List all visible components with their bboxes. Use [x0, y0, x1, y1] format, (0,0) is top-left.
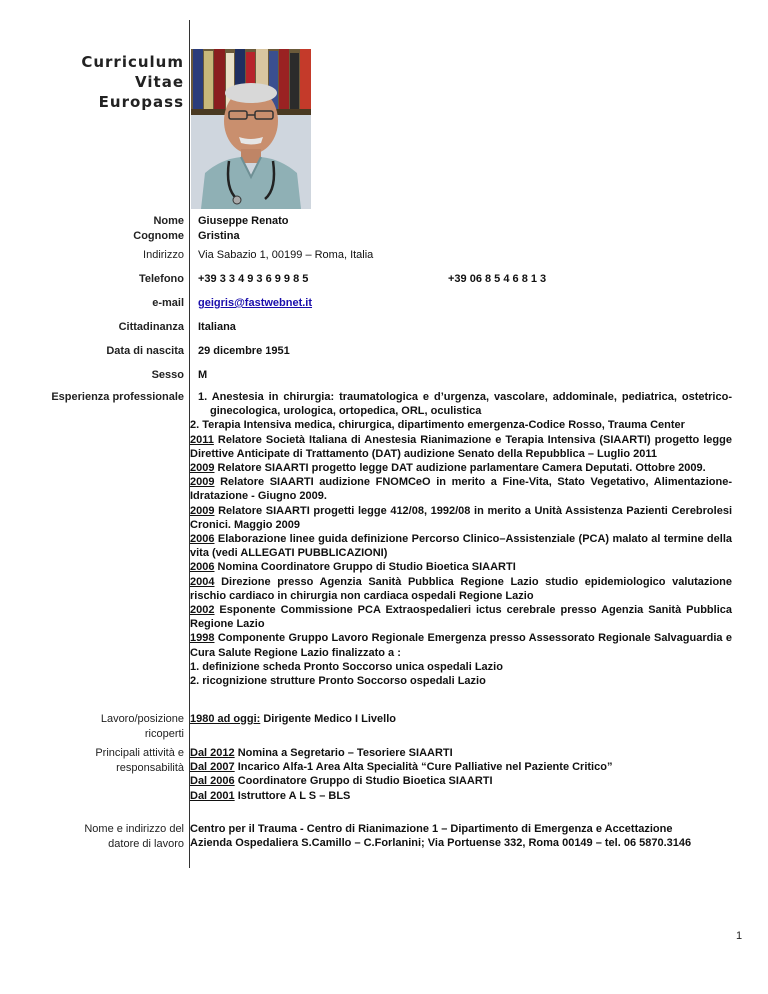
experience-text: Componente Gruppo Lavoro Regionale Emergenza presso Assessorato Regionale Salvaguardia e Cura Salute Regione Lazio finalizzato a :: [190, 632, 732, 659]
experience-year: 2011: [190, 433, 214, 446]
cv-title-line-1: Curriculum: [81, 53, 184, 71]
experience-entry: [190, 603, 732, 631]
birth-value: 29 dicembre 1951: [198, 345, 290, 357]
experience-text: Relatore Società Italiana di Anestesia Rianimazione e Terapia Intensiva (SIAARTI) progetto legge Direttive Anticipate di Trattamento (DAT) audizione Senato della Repubblica – Luglio 2011: [190, 433, 732, 460]
experience-text: Esponente Commissione PCA Extraospedalieri ictus cerebrale presso Agenzia Sanità Pubblica Regione Lazio: [190, 604, 732, 631]
employer-line-1: Centro per il Trauma - Centro di Rianimazione 1 – Dipartimento di Emergenza e Accettazione: [190, 823, 673, 835]
phone-value-1: +39 3 3 4 9 3 6 9 9 8 5: [198, 273, 309, 285]
experience-text: Elaborazione linee guida definizione Percorso Clinico–Assistenziale (PCA) malato al termine della vita (vedi ALLEGATI PUBBLICAZIONI): [190, 533, 732, 560]
surname-label: Cognome: [133, 230, 184, 242]
activity-text: Coordinatore Gruppo di Studio Bioetica SIAARTI: [234, 775, 493, 788]
page-number: 1: [736, 930, 743, 942]
experience-label: Esperienza professionale: [51, 391, 184, 403]
activity-row: [190, 789, 612, 803]
activities-label-2: responsabilità: [116, 762, 184, 774]
experience-text: Nomina Coordinatore Gruppo di Studio Bioetica SIAARTI: [214, 561, 516, 574]
job-label-2: ricoperti: [144, 728, 184, 740]
experience-year: 2002: [190, 604, 215, 617]
experience-year: 2006: [190, 533, 215, 546]
citizenship-value: Italiana: [198, 321, 236, 333]
activity-row: [190, 760, 612, 774]
birth-label: Data di nascita: [106, 345, 184, 357]
experience-year: 2009: [190, 476, 215, 489]
cv-title-line-2: Vitae: [135, 73, 184, 91]
employer-line-2: Azienda Ospedaliera S.Camillo – C.Forlanini; Via Portuense 332, Roma 00149 – tel. 06 5870.3146: [190, 837, 692, 850]
experience-list: [190, 390, 732, 688]
activity-text: Istruttore A L S – BLS: [234, 789, 351, 802]
activity-when: Dal 2001: [190, 789, 235, 802]
experience-item-2: 2. Terapia Intensiva medica, chirurgica, dipartimento emergenza-Codice Rosso, Trauma Center: [190, 419, 685, 432]
activities-list: [190, 746, 612, 803]
citizenship-label: Cittadinanza: [118, 321, 184, 333]
employer-info: [190, 822, 691, 850]
experience-text: Direzione presso Agenzia Sanità Pubblica Regione Lazio studio epidemiologico valutazione rischio cardiaco in chirurgia non cardiaca ospedali Regione Lazio: [190, 575, 732, 602]
activity-when: Dal 2007: [190, 761, 235, 774]
experience-year: 2009: [190, 462, 215, 475]
name-value: Giuseppe Renato: [198, 215, 289, 227]
employer-label-1: Nome e indirizzo del: [84, 823, 184, 835]
experience-year: 2006: [190, 561, 215, 574]
activity-text: Nomina a Segretario – Tesoriere SIAARTI: [234, 747, 453, 759]
email-link[interactable]: geigris@fastwebnet.it: [198, 297, 313, 309]
experience-year: 2004: [190, 575, 215, 588]
activity-row: [190, 746, 612, 760]
job-label-1: Lavoro/posizione: [100, 713, 184, 725]
cv-title: [40, 52, 184, 112]
experience-entry: [190, 631, 732, 659]
experience-entry: [190, 461, 732, 475]
experience-text: Relatore SIAARTI progetti legge 412/08, 1992/08 in merito a Unità Assistenza Pazienti Cerebrolesi Cronici. Maggio 2009: [190, 504, 732, 531]
activity-when: Dal 2012: [190, 747, 235, 759]
job-value: [190, 712, 396, 726]
experience-text: Relatore SIAARTI progetto legge DAT audizione parlamentare Camera Deputati. Ottobre 2009.: [214, 462, 706, 475]
experience-entry: [190, 475, 732, 503]
activity-when: Dal 2006: [190, 775, 235, 788]
name-label: Nome: [153, 215, 184, 227]
experience-year: 1998: [190, 632, 215, 645]
address-value: Via Sabazio 1, 00199 – Roma, Italia: [198, 249, 374, 261]
sex-value: M: [198, 369, 208, 381]
experience-entry: [190, 560, 732, 574]
portrait-photo: [191, 49, 311, 209]
email-label: e-mail: [152, 297, 184, 309]
activity-row: [190, 774, 612, 788]
experience-subitem-1: 1. definizione scheda Pronto Soccorso unica ospedali Lazio: [190, 660, 503, 673]
experience-entry: [190, 433, 732, 461]
surname-value: Gristina: [198, 230, 240, 242]
experience-text: Relatore SIAARTI audizione FNOMCeO in merito a Fine-Vita, Stato Vegetativo, Alimentazione-Idratazione - Giugno 2009.: [190, 476, 732, 503]
employer-label-2: datore di lavoro: [108, 838, 184, 850]
cv-title-line-3: Europass: [98, 93, 184, 111]
activities-label-1: Principali attività e: [95, 747, 184, 759]
job-period: 1980 ad oggi:: [190, 713, 261, 725]
address-label: Indirizzo: [143, 249, 184, 261]
sex-label: Sesso: [151, 369, 184, 381]
experience-entry: [190, 532, 732, 560]
experience-entry: [190, 504, 732, 532]
experience-subitem-2: 2. ricognizione strutture Pronto Soccorso ospedali Lazio: [190, 675, 486, 688]
experience-year: 2009: [190, 504, 215, 517]
phone-label: Telefono: [138, 273, 184, 285]
experience-item-1: 1. Anestesia in chirurgia: traumatologica e d’urgenza, vascolare, addominale, pediatrica, ostetrico-ginecologica, urologica, ortopedica, ORL, oculistica: [198, 391, 732, 418]
job-title: Dirigente Medico I Livello: [260, 713, 396, 725]
activity-text: Incarico Alfa-1 Area Alta Specialità “Cure Palliative nel Paziente Critico”: [234, 761, 613, 774]
experience-entry: [190, 575, 732, 603]
phone-value-2: +39 06 8 5 4 6 8 1 3: [448, 273, 547, 285]
